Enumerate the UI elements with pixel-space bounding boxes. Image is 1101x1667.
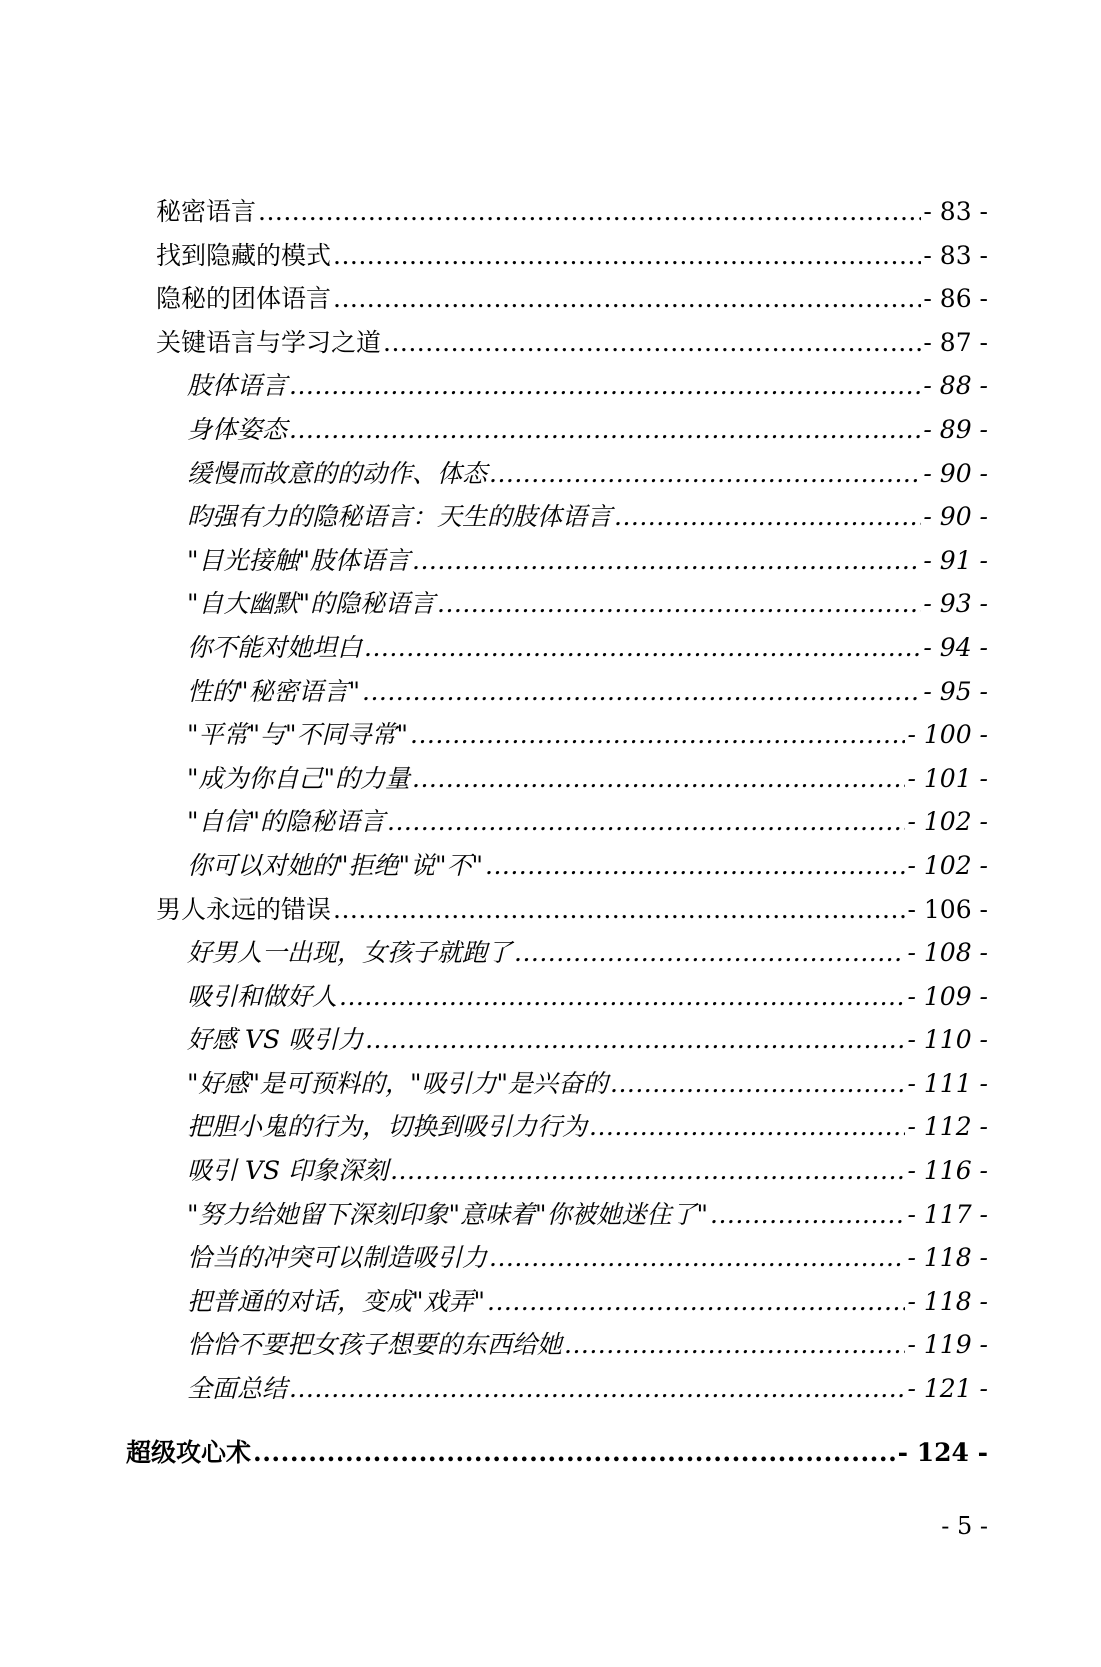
- toc-entry-page: - 88 -: [923, 371, 988, 401]
- toc-entry[interactable]: [0, 933, 1101, 977]
- toc-entry[interactable]: [0, 192, 1101, 236]
- toc-entry[interactable]: [0, 1238, 1101, 1282]
- toc-entry-title: 恰当的冲突可以制造吸引力: [187, 1243, 488, 1273]
- toc-entry-title: 你可以对她的"拒绝"说"不": [187, 850, 483, 880]
- toc-entry-page: - 116 -: [907, 1156, 988, 1186]
- toc-entry[interactable]: [0, 1282, 1101, 1326]
- toc-entry-title: 全面总结: [187, 1374, 288, 1404]
- toc-entry[interactable]: [0, 1195, 1101, 1239]
- toc-entry-title: "努力给她留下深刻印象"意味着"你被她迷住了": [187, 1199, 708, 1229]
- toc-entry-title: 男人永远的错误: [156, 894, 332, 924]
- toc-entry-page: - 118 -: [907, 1243, 988, 1273]
- toc-entry-title: "自信"的隐秘语言: [187, 807, 385, 837]
- toc-entry-page: - 106 -: [907, 894, 988, 924]
- toc-entry-title: 超级攻心术: [126, 1437, 252, 1467]
- toc-entry[interactable]: [0, 1325, 1101, 1369]
- toc-entry[interactable]: [0, 584, 1101, 628]
- toc-leader-dots: [387, 807, 905, 836]
- toc-entry[interactable]: [0, 890, 1101, 934]
- toc-entry-page: - 112 -: [907, 1112, 988, 1142]
- toc-entry-title: 身体姿态: [187, 414, 288, 444]
- toc-leader-dots: [489, 1243, 905, 1272]
- toc-leader-dots: [564, 1330, 905, 1359]
- toc-entry-page: - 87 -: [923, 327, 988, 357]
- toc-entry-title: 秘密语言: [156, 197, 257, 226]
- toc-entry-page: - 119 -: [907, 1330, 988, 1360]
- toc-entry-title: 肢体语言: [187, 371, 288, 401]
- toc-entry[interactable]: [0, 628, 1101, 672]
- toc-leader-dots: [589, 1112, 905, 1141]
- toc-entry[interactable]: [0, 236, 1101, 280]
- toc-leader-dots: [333, 284, 921, 313]
- toc-entry-title: "目光接触"肢体语言: [187, 545, 410, 575]
- toc-entry-page: - 90 -: [923, 458, 988, 488]
- toc-entry-page: - 110 -: [907, 1025, 988, 1055]
- toc-leader-dots: [253, 1438, 896, 1467]
- toc-entry[interactable]: [0, 1107, 1101, 1151]
- toc-entry-title: 你不能对她坦白: [187, 632, 363, 662]
- toc-leader-dots: [412, 764, 905, 793]
- toc-leader-dots: [514, 938, 905, 967]
- toc-leader-dots: [289, 415, 921, 444]
- toc-entry-page: - 108 -: [907, 938, 988, 968]
- toc-entry-title: "平常"与"不同寻常": [187, 720, 408, 750]
- toc-entry-page: - 95 -: [923, 676, 988, 706]
- toc-leader-dots: [412, 546, 921, 575]
- toc-leader-dots: [333, 241, 921, 270]
- toc-entry[interactable]: [0, 1064, 1101, 1108]
- toc-entry[interactable]: [0, 846, 1101, 890]
- toc-entry-title: 吸引和做好人: [187, 981, 338, 1011]
- toc-chapter-entry[interactable]: [0, 1433, 1101, 1477]
- toc-leader-dots: [362, 677, 921, 706]
- toc-leader-dots: [410, 720, 905, 749]
- toc-leader-dots: [610, 1069, 905, 1098]
- toc-entry[interactable]: [0, 1369, 1101, 1413]
- toc-entry-page: - 102 -: [907, 807, 988, 837]
- toc-entry-title: "好感"是可预料的，"吸引力"是兴奋的: [187, 1068, 608, 1098]
- toc-leader-dots: [710, 1200, 905, 1229]
- toc-entry-title: 关键语言与学习之道: [156, 327, 382, 357]
- toc-entry[interactable]: [0, 497, 1101, 541]
- toc-entry-page: - 86 -: [923, 284, 988, 314]
- toc-entry-title: 把胆小鬼的行为，切换到吸引力行为: [187, 1112, 588, 1142]
- toc-entry-page: - 101 -: [907, 763, 988, 793]
- toc-entry-page: - 109 -: [907, 981, 988, 1011]
- toc-entry[interactable]: [0, 715, 1101, 759]
- toc-entry-title: "自大幽默"的隐秘语言: [187, 589, 435, 619]
- toc-entry[interactable]: [0, 802, 1101, 846]
- toc-entry-page: - 83 -: [923, 240, 988, 270]
- toc-entry[interactable]: [0, 323, 1101, 367]
- toc-entry-title: 隐秘的团体语言: [156, 284, 332, 314]
- toc-entry[interactable]: [0, 1020, 1101, 1064]
- toc-leader-dots: [289, 1374, 905, 1403]
- toc-entry-title: 昀强有力的隐秘语言：天生的肢体语言: [187, 502, 613, 532]
- toc-entry-page: - 117 -: [907, 1199, 988, 1229]
- toc-leader-dots: [364, 633, 921, 662]
- toc-entry[interactable]: [0, 672, 1101, 716]
- toc-entry-title: 好感 VS 吸引力: [187, 1025, 364, 1055]
- toc-leader-dots: [614, 502, 921, 531]
- toc-entry[interactable]: [0, 759, 1101, 803]
- toc-entry-page: - 91 -: [923, 545, 988, 575]
- table-of-contents: [0, 192, 1101, 1476]
- toc-entry-title: 恰恰不要把女孩子想要的东西给她: [187, 1330, 563, 1360]
- toc-leader-dots: [487, 1287, 905, 1316]
- toc-entry[interactable]: [0, 366, 1101, 410]
- toc-entry-page: - 121 -: [907, 1374, 988, 1404]
- toc-entry-page: - 100 -: [907, 720, 988, 750]
- toc-entry[interactable]: [0, 1151, 1101, 1195]
- toc-entry-title: 好男人一出现，女孩子就跑了: [187, 938, 513, 968]
- toc-leader-dots: [489, 459, 921, 488]
- toc-leader-dots: [485, 851, 905, 880]
- toc-entry-page: - 118 -: [907, 1286, 988, 1316]
- toc-leader-dots: [383, 328, 921, 357]
- toc-entry[interactable]: [0, 454, 1101, 498]
- toc-leader-dots: [390, 1156, 905, 1185]
- toc-leader-dots: [289, 371, 921, 400]
- toc-entry[interactable]: [0, 977, 1101, 1021]
- toc-entry-page: - 111 -: [907, 1068, 988, 1098]
- toc-entry-page: - 102 -: [907, 850, 988, 880]
- toc-leader-dots: [365, 1025, 905, 1054]
- toc-leader-dots: [437, 589, 921, 618]
- toc-entry-title: 吸引 VS 印象深刻: [187, 1156, 389, 1186]
- toc-entry-title: "成为你自己"的力量: [187, 763, 410, 793]
- toc-entry-page: - 83 -: [923, 197, 988, 226]
- toc-entry-page: - 90 -: [923, 502, 988, 532]
- toc-entry[interactable]: [0, 410, 1101, 454]
- toc-entry-page: - 94 -: [923, 632, 988, 662]
- toc-entry-title: 找到隐藏的模式: [156, 240, 332, 270]
- toc-entry[interactable]: [0, 279, 1101, 323]
- toc-entry-page: - 124 -: [897, 1437, 988, 1467]
- toc-entry-page: - 93 -: [923, 589, 988, 619]
- toc-entry-page: - 89 -: [923, 414, 988, 444]
- toc-leader-dots: [339, 982, 905, 1011]
- toc-entry-title: 把普通的对话，变成"戏弄": [187, 1286, 485, 1316]
- toc-entry[interactable]: [0, 541, 1101, 585]
- toc-entry-title: 性的"秘密语言": [187, 676, 360, 706]
- toc-entry-title: 缓慢而故意的的动作、体态: [187, 458, 488, 488]
- toc-leader-dots: [258, 197, 921, 226]
- page-number: - 5 -: [941, 1512, 988, 1540]
- toc-leader-dots: [333, 895, 905, 924]
